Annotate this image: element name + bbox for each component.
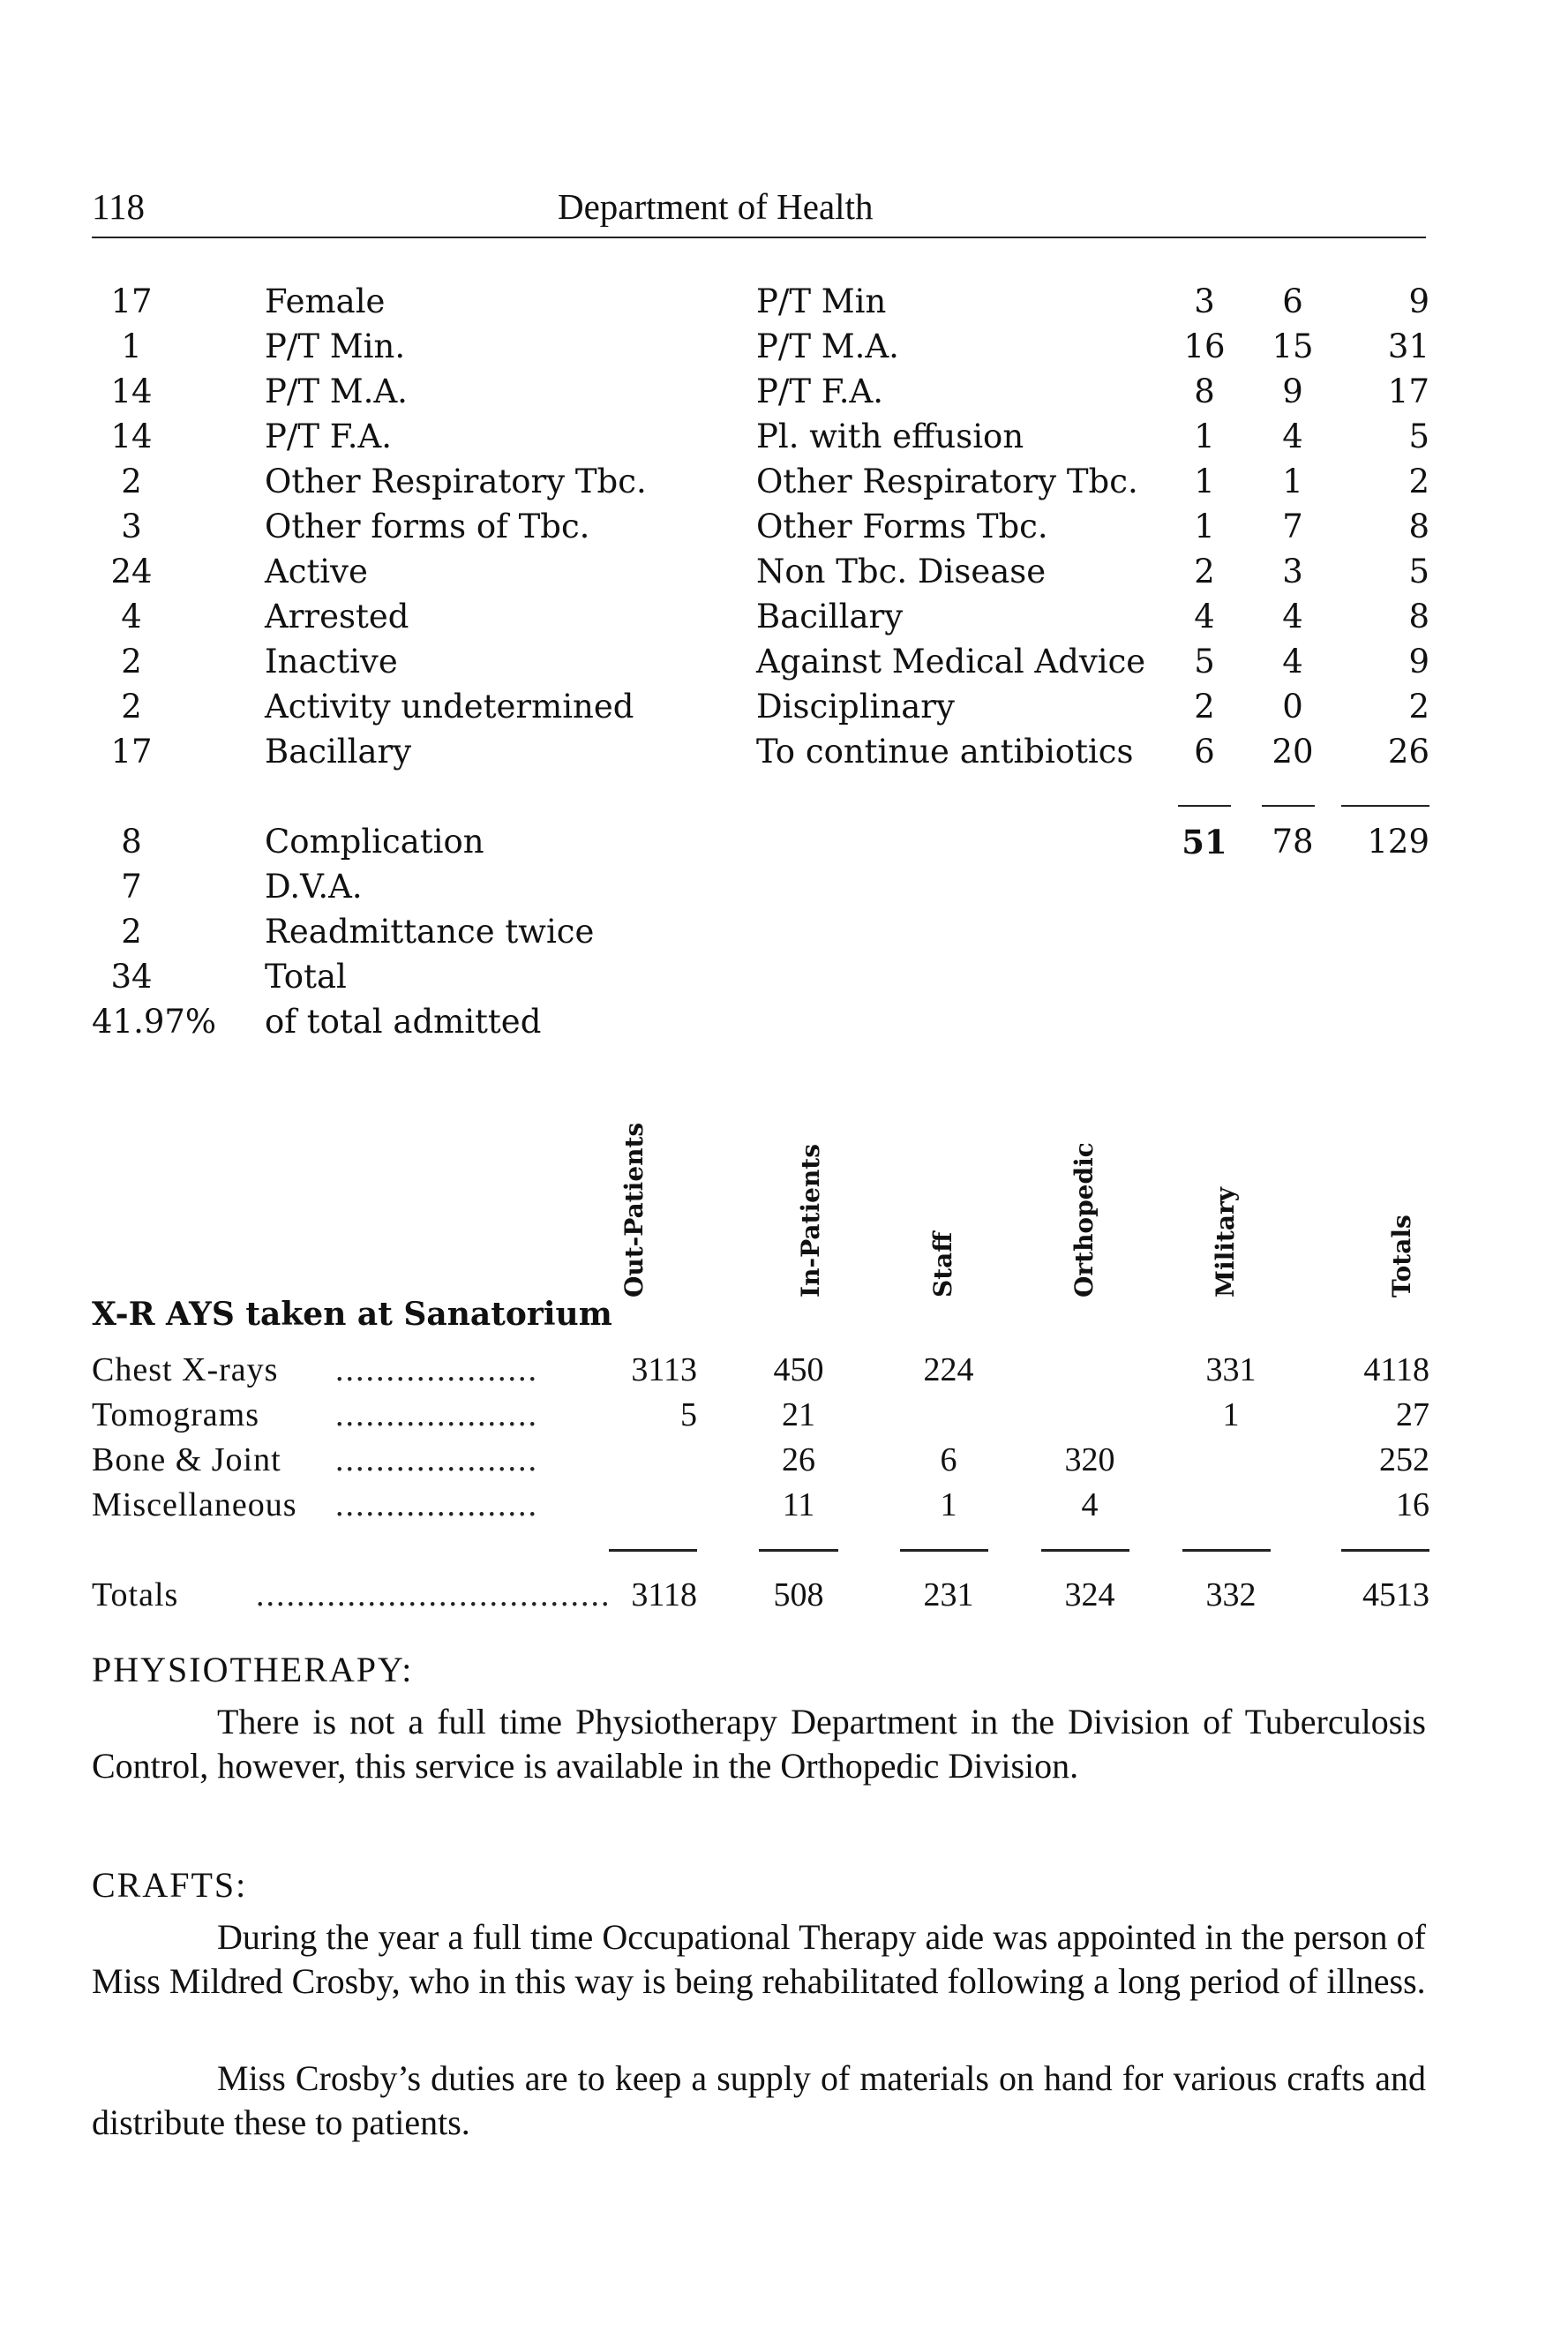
right-total: 5 — [1408, 417, 1429, 455]
header-rule — [92, 237, 1426, 238]
table-row — [0, 823, 1568, 867]
leader-dots: .................... — [335, 1396, 538, 1433]
table-row — [0, 1440, 1568, 1485]
totals-divider — [759, 1549, 838, 1552]
left-count: 24 — [110, 553, 153, 590]
crafts-paragraph: During the year a full time Occupational Therapy aide was appointed in the person of Miss Mildred Crosby, who in this way is being rehabilitated following a long period of illness. — [92, 1917, 1426, 2001]
table-row — [0, 958, 1568, 1002]
right-value-a: 1 — [1194, 508, 1215, 545]
cell-orthopedic: 324 — [1064, 1576, 1115, 1613]
totals-divider — [609, 1549, 697, 1552]
right-value-b: 4 — [1282, 598, 1303, 636]
table-row — [0, 1395, 1568, 1440]
cell-staff: 224 — [923, 1351, 974, 1388]
right-total: 26 — [1387, 733, 1429, 771]
right-total: 31 — [1387, 327, 1429, 365]
right-label: Other Forms Tbc. — [756, 508, 1048, 545]
right-total: 8 — [1408, 598, 1429, 636]
row-label: Miscellaneous — [92, 1486, 297, 1523]
table-row — [0, 372, 1568, 417]
right-value-b: 4 — [1282, 643, 1303, 681]
left-label: Female — [265, 282, 386, 320]
cell-totals: 4513 — [1362, 1576, 1429, 1613]
column-header-in-patients: In-Patients — [796, 1144, 825, 1297]
right-value-a: 16 — [1183, 327, 1226, 365]
sum-divider — [1341, 805, 1429, 807]
totals-divider — [900, 1549, 988, 1552]
right-value-b: 3 — [1282, 553, 1303, 590]
cell-totals: 16 — [1396, 1486, 1429, 1523]
physiotherapy-paragraph: There is not a full time Physiotherapy Department in the Division of Tuberculosis Control, however, this service is available in the Orthopedic Division. — [92, 1702, 1426, 1786]
row-label: Tomograms — [92, 1396, 259, 1433]
left-count: 2 — [121, 643, 142, 681]
left-count: 2 — [121, 688, 142, 726]
right-value-a: 1 — [1194, 417, 1215, 455]
cell-military: 331 — [1205, 1351, 1257, 1388]
left-label: Bacillary — [265, 733, 412, 771]
table-row — [0, 868, 1568, 912]
left-label: D.V.A. — [265, 868, 363, 906]
left-count: 14 — [110, 417, 153, 455]
table-row — [0, 1350, 1568, 1395]
left-count: 14 — [110, 372, 153, 410]
cell-in-patients: 508 — [773, 1576, 824, 1613]
leader-dots: .................... — [335, 1441, 538, 1478]
right-label: To continue antibiotics — [756, 733, 1134, 771]
right-value-a: 3 — [1194, 282, 1215, 320]
right-total: 17 — [1387, 372, 1429, 410]
table-row — [0, 327, 1568, 372]
left-label: Active — [265, 553, 368, 590]
right-label: Other Respiratory Tbc. — [756, 463, 1138, 500]
table-row — [0, 643, 1568, 687]
table-row — [0, 508, 1568, 552]
right-value-a: 2 — [1194, 553, 1215, 590]
table-row — [0, 688, 1568, 732]
left-count: 2 — [121, 913, 142, 951]
table-row — [0, 282, 1568, 327]
leader-dots: ................................... — [256, 1576, 611, 1613]
cell-totals: 27 — [1396, 1396, 1429, 1433]
table-row — [0, 553, 1568, 597]
right-value-b: 9 — [1282, 372, 1303, 410]
leader-dots: .................... — [335, 1351, 538, 1388]
sum-value-b: 78 — [1272, 823, 1314, 861]
page-title: Department of Health — [558, 186, 874, 227]
row-label: Chest X-rays — [92, 1351, 279, 1388]
left-count: 34 — [110, 958, 153, 996]
page-number: 118 — [92, 186, 145, 227]
cell-military: 332 — [1205, 1576, 1257, 1613]
cell-totals: 252 — [1379, 1441, 1429, 1478]
right-label: Disciplinary — [756, 688, 955, 726]
cell-out-patients: 3118 — [631, 1576, 697, 1613]
left-count: 41.97% — [92, 1003, 217, 1041]
left-count: 2 — [121, 463, 142, 500]
right-value-a: 5 — [1194, 643, 1215, 681]
right-value-a: 2 — [1194, 688, 1215, 726]
totals-divider — [1182, 1549, 1271, 1552]
right-total: 2 — [1408, 463, 1429, 500]
right-value-b: 4 — [1282, 417, 1303, 455]
right-value-b: 7 — [1282, 508, 1303, 545]
crafts-heading: CRAFTS: — [92, 1865, 248, 1905]
cell-staff: 6 — [940, 1441, 957, 1478]
cell-in-patients: 450 — [773, 1351, 824, 1388]
right-value-b: 0 — [1282, 688, 1303, 726]
left-count: 1 — [121, 327, 142, 365]
right-value-a: 6 — [1194, 733, 1215, 771]
physiotherapy-heading: PHYSIOTHERAPY: — [92, 1650, 414, 1689]
cell-in-patients: 26 — [782, 1441, 815, 1478]
left-label: P/T M.A. — [265, 372, 408, 410]
left-count: 7 — [121, 868, 142, 906]
left-count: 3 — [121, 508, 142, 545]
cell-in-patients: 11 — [782, 1486, 815, 1523]
right-value-b: 6 — [1282, 282, 1303, 320]
table-row — [0, 598, 1568, 642]
right-label: Bacillary — [756, 598, 904, 636]
table-row — [0, 417, 1568, 462]
table-row — [0, 913, 1568, 957]
right-value-a: 8 — [1194, 372, 1215, 410]
sum-divider — [1178, 805, 1231, 807]
right-value-b: 1 — [1282, 463, 1303, 500]
left-count: 17 — [110, 733, 153, 771]
table-row — [0, 1485, 1568, 1530]
left-label: P/T F.A. — [265, 417, 392, 455]
column-header-out-patients: Out-Patients — [619, 1122, 649, 1297]
left-label: of total admitted — [265, 1003, 542, 1041]
left-label: Inactive — [265, 643, 398, 681]
table-row — [0, 1003, 1568, 1047]
right-label: Pl. with effusion — [756, 417, 1024, 455]
sum-value-a: 51 — [1182, 823, 1227, 861]
cell-staff: 1 — [940, 1486, 957, 1523]
row-label: Bone & Joint — [92, 1441, 281, 1478]
right-total: 2 — [1408, 688, 1429, 726]
totals-divider — [1041, 1549, 1129, 1552]
sum-divider — [1262, 805, 1315, 807]
row-label: Totals — [92, 1576, 179, 1613]
cell-orthopedic: 4 — [1081, 1486, 1099, 1523]
right-label: P/T Min — [756, 282, 887, 320]
sum-total: 129 — [1367, 823, 1429, 861]
left-label: Complication — [265, 823, 484, 861]
cell-military: 1 — [1222, 1396, 1240, 1433]
right-total: 9 — [1408, 282, 1429, 320]
cell-out-patients: 3113 — [631, 1351, 697, 1388]
page-header — [92, 185, 1426, 235]
totals-row — [0, 1576, 1568, 1620]
xray-table-title: X-R AYS taken at Sanatorium — [92, 1296, 612, 1333]
right-label: P/T M.A. — [756, 327, 899, 365]
left-label: Activity undetermined — [265, 688, 634, 726]
table-row — [0, 463, 1568, 507]
crafts-paragraph: Miss Crosby’s duties are to keep a supply of materials on hand for various crafts and distribute these to patients. — [92, 2058, 1426, 2142]
left-label: Readmittance twice — [265, 913, 595, 951]
left-label: Total — [265, 958, 347, 996]
right-label: Against Medical Advice — [756, 643, 1146, 681]
right-label: Non Tbc. Disease — [756, 553, 1047, 590]
cell-orthopedic: 320 — [1064, 1441, 1115, 1478]
right-value-a: 4 — [1194, 598, 1215, 636]
left-count: 8 — [121, 823, 142, 861]
right-total: 5 — [1408, 553, 1429, 590]
column-header-totals: Totals — [1387, 1215, 1416, 1297]
left-label: Arrested — [265, 598, 409, 636]
right-value-a: 1 — [1194, 463, 1215, 500]
cell-staff: 231 — [923, 1576, 974, 1613]
left-count: 4 — [121, 598, 142, 636]
leader-dots: .................... — [335, 1486, 538, 1523]
right-label: P/T F.A. — [756, 372, 883, 410]
right-value-b: 20 — [1272, 733, 1314, 771]
column-header-military: Military — [1211, 1186, 1240, 1297]
right-total: 8 — [1408, 508, 1429, 545]
table-row — [0, 733, 1568, 777]
left-label: Other Respiratory Tbc. — [265, 463, 647, 500]
right-total: 9 — [1408, 643, 1429, 681]
cell-out-patients: 5 — [680, 1396, 697, 1433]
right-value-b: 15 — [1272, 327, 1314, 365]
cell-in-patients: 21 — [782, 1396, 815, 1433]
left-label: Other forms of Tbc. — [265, 508, 590, 545]
column-header-staff: Staff — [928, 1231, 957, 1297]
totals-divider — [1341, 1549, 1429, 1552]
column-header-orthopedic: Orthopedic — [1069, 1142, 1099, 1297]
left-label: P/T Min. — [265, 327, 406, 365]
left-count: 17 — [110, 282, 153, 320]
cell-totals: 4118 — [1363, 1351, 1429, 1388]
